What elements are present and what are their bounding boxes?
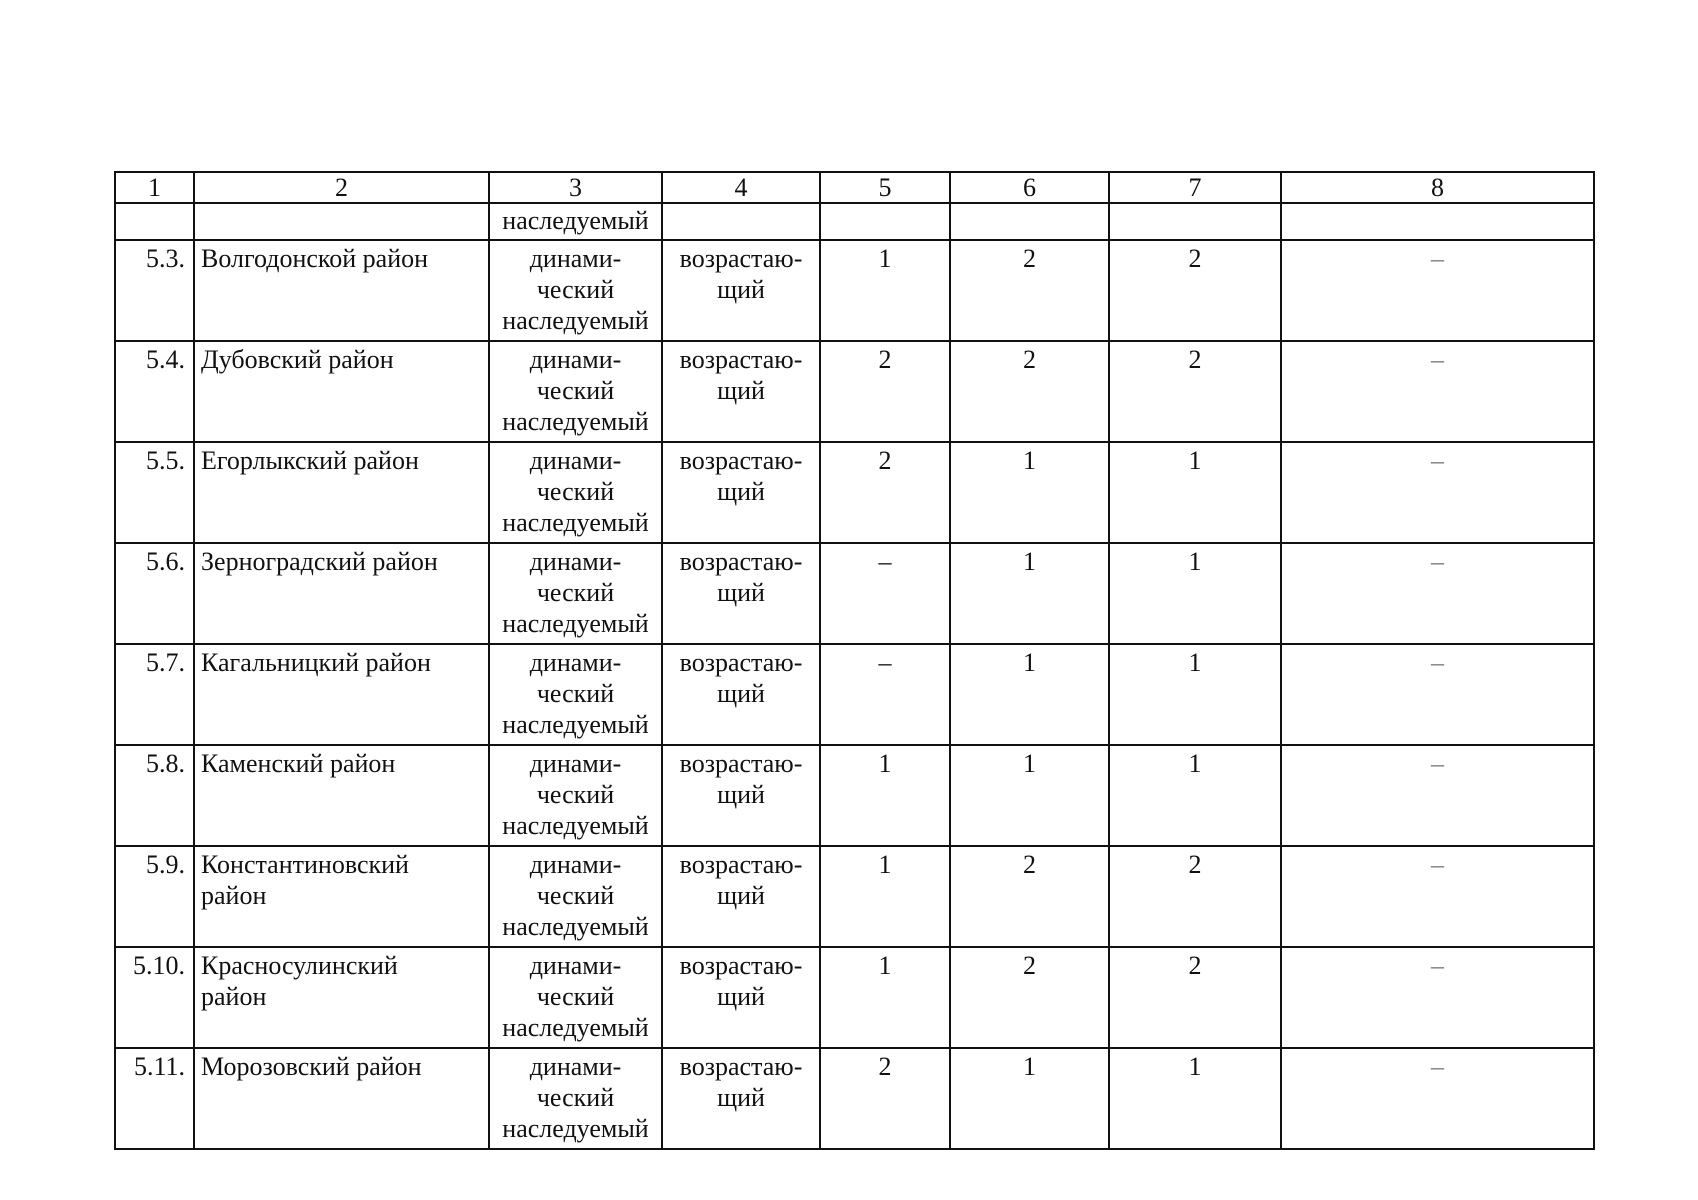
trend-cell <box>662 745 820 846</box>
header-cell-3: 3 <box>489 172 662 203</box>
trend-cell-line: возрастаю- <box>679 446 803 475</box>
type-cell-line: ческий <box>536 780 615 809</box>
type-cell-line: динами- <box>529 648 622 677</box>
header-cell-8: 8 <box>1281 172 1594 203</box>
trend-cell <box>662 341 820 442</box>
type-cell-line: ческий <box>536 1083 615 1112</box>
district-name-line: Кагальницкий район <box>201 648 431 677</box>
type-cell-line: динами- <box>529 244 622 273</box>
district-name <box>194 543 489 644</box>
value-col-5: 2 <box>820 341 950 442</box>
district-name-line: Красносулинский <box>201 951 398 980</box>
type-cell <box>489 240 662 341</box>
row-number: 5.10. <box>115 947 194 1048</box>
value-col-6: 1 <box>950 442 1109 543</box>
cont-cell-6 <box>950 203 1109 240</box>
trend-cell <box>662 644 820 745</box>
cont-cell-1 <box>115 203 194 240</box>
value-col-5: – <box>820 543 950 644</box>
value-col-7: 1 <box>1109 442 1281 543</box>
district-name <box>194 1048 489 1149</box>
table-row <box>115 543 1594 644</box>
district-name <box>194 240 489 341</box>
trend-cell-line: щий <box>717 376 765 405</box>
trend-cell-line: возрастаю- <box>679 1052 803 1081</box>
header-row <box>115 172 1594 203</box>
trend-cell-line: возрастаю- <box>679 547 803 576</box>
row-number: 5.8. <box>115 745 194 846</box>
trend-cell <box>662 1048 820 1149</box>
type-cell-line: динами- <box>529 345 622 374</box>
type-cell-line: ческий <box>536 275 615 304</box>
trend-cell <box>662 240 820 341</box>
trend-cell-line: щий <box>717 881 765 910</box>
value-col-8: – <box>1281 947 1594 1048</box>
value-col-5: – <box>820 644 950 745</box>
value-col-6: 2 <box>950 947 1109 1048</box>
trend-cell-line: щий <box>717 578 765 607</box>
value-col-7: 2 <box>1109 341 1281 442</box>
value-col-5: 1 <box>820 745 950 846</box>
type-cell <box>489 341 662 442</box>
type-cell <box>489 1048 662 1149</box>
cont-cell-7 <box>1109 203 1281 240</box>
district-name-line: Каменский район <box>201 749 396 778</box>
type-cell-line: наследуемый <box>502 609 649 638</box>
value-col-7: 2 <box>1109 947 1281 1048</box>
value-col-6: 1 <box>950 1048 1109 1149</box>
type-cell-line: ческий <box>536 982 615 1011</box>
value-col-8: – <box>1281 846 1594 947</box>
value-col-6: 1 <box>950 644 1109 745</box>
type-cell <box>489 947 662 1048</box>
trend-cell-line: щий <box>717 1083 765 1112</box>
row-number: 5.11. <box>115 1048 194 1149</box>
district-name-line: Константиновский <box>201 850 409 879</box>
value-col-8: – <box>1281 341 1594 442</box>
district-name-line: Морозовский район <box>201 1052 422 1081</box>
header-cell-7: 7 <box>1109 172 1281 203</box>
type-cell-line: наследуемый <box>502 1013 649 1042</box>
value-col-7: 2 <box>1109 240 1281 341</box>
district-name <box>194 745 489 846</box>
trend-cell-line: щий <box>717 982 765 1011</box>
header-cell-1: 1 <box>115 172 194 203</box>
trend-cell-line: щий <box>717 679 765 708</box>
row-number: 5.5. <box>115 442 194 543</box>
type-cell-line: динами- <box>529 749 622 778</box>
value-col-5: 2 <box>820 1048 950 1149</box>
value-col-8: – <box>1281 543 1594 644</box>
value-col-6: 2 <box>950 846 1109 947</box>
value-col-8: – <box>1281 644 1594 745</box>
type-cell-line: наследуемый <box>502 306 649 335</box>
type-cell-line: ческий <box>536 578 615 607</box>
type-cell-line: ческий <box>536 679 615 708</box>
district-name-line: Волгодонской район <box>201 244 429 273</box>
type-cell-line: динами- <box>529 1052 622 1081</box>
value-col-6: 1 <box>950 543 1109 644</box>
table-row <box>115 341 1594 442</box>
trend-cell-line: возрастаю- <box>679 749 803 778</box>
type-cell-line: наследуемый <box>502 912 649 941</box>
value-col-5: 1 <box>820 240 950 341</box>
trend-cell <box>662 543 820 644</box>
type-cell-line: наследуемый <box>502 710 649 739</box>
header-cell-4: 4 <box>662 172 820 203</box>
table-row <box>115 240 1594 341</box>
value-col-8: – <box>1281 745 1594 846</box>
value-col-7: 1 <box>1109 745 1281 846</box>
type-cell-line: наследуемый <box>502 1114 649 1143</box>
type-cell <box>489 846 662 947</box>
trend-cell <box>662 442 820 543</box>
district-name-line: Дубовский район <box>201 345 394 374</box>
district-name-line: район <box>201 982 267 1011</box>
value-col-5: 1 <box>820 846 950 947</box>
value-col-5: 2 <box>820 442 950 543</box>
trend-cell <box>662 846 820 947</box>
type-cell-line: динами- <box>529 850 622 879</box>
row-number: 5.3. <box>115 240 194 341</box>
trend-cell-line: возрастаю- <box>679 345 803 374</box>
value-col-7: 2 <box>1109 846 1281 947</box>
value-col-5: 1 <box>820 947 950 1048</box>
type-cell-line: динами- <box>529 951 622 980</box>
trend-cell-line: возрастаю- <box>679 648 803 677</box>
continuation-row <box>115 203 1594 240</box>
type-cell <box>489 644 662 745</box>
trend-cell-line: возрастаю- <box>679 951 803 980</box>
value-col-7: 1 <box>1109 1048 1281 1149</box>
district-name <box>194 442 489 543</box>
row-number: 5.6. <box>115 543 194 644</box>
table-row <box>115 745 1594 846</box>
cont-cell-2 <box>194 203 489 240</box>
type-cell-line: ческий <box>536 477 615 506</box>
value-col-6: 2 <box>950 240 1109 341</box>
district-name-line: Егорлыкский район <box>201 446 419 475</box>
trend-cell-line: возрастаю- <box>679 244 803 273</box>
district-name <box>194 341 489 442</box>
district-name-line: район <box>201 881 267 910</box>
table-row <box>115 846 1594 947</box>
type-cell-line: ческий <box>536 881 615 910</box>
district-name <box>194 947 489 1048</box>
header-cell-5: 5 <box>820 172 950 203</box>
value-col-8: – <box>1281 1048 1594 1149</box>
type-cell-line: наследуемый <box>502 811 649 840</box>
value-col-6: 2 <box>950 341 1109 442</box>
type-cell-line: динами- <box>529 547 622 576</box>
trend-cell-line: щий <box>717 275 765 304</box>
type-cell <box>489 442 662 543</box>
trend-cell <box>662 947 820 1048</box>
table-row <box>115 947 1594 1048</box>
type-cell <box>489 745 662 846</box>
trend-cell-line: щий <box>717 780 765 809</box>
type-cell-line: наследуемый <box>502 508 649 537</box>
district-name <box>194 846 489 947</box>
table-row <box>115 644 1594 745</box>
table-row <box>115 1048 1594 1149</box>
district-name <box>194 644 489 745</box>
type-cell-line: наследуемый <box>502 407 649 436</box>
value-col-7: 1 <box>1109 644 1281 745</box>
district-name-line: Зерноградский район <box>201 547 438 576</box>
value-col-8: – <box>1281 240 1594 341</box>
value-col-6: 1 <box>950 745 1109 846</box>
table-row <box>115 442 1594 543</box>
cont-cell-5 <box>820 203 950 240</box>
trend-cell-line: возрастаю- <box>679 850 803 879</box>
row-number: 5.7. <box>115 644 194 745</box>
type-cell <box>489 543 662 644</box>
row-number: 5.9. <box>115 846 194 947</box>
value-col-7: 1 <box>1109 543 1281 644</box>
header-cell-2: 2 <box>194 172 489 203</box>
header-cell-6: 6 <box>950 172 1109 203</box>
type-cell-line: динами- <box>529 446 622 475</box>
cont-cell-8 <box>1281 203 1594 240</box>
table-body <box>115 172 1594 1149</box>
value-col-8: – <box>1281 442 1594 543</box>
trend-cell-line: щий <box>717 477 765 506</box>
type-cell-line: ческий <box>536 376 615 405</box>
cont-cell-type: наследуемый <box>489 203 662 240</box>
row-number: 5.4. <box>115 341 194 442</box>
cont-cell-4 <box>662 203 820 240</box>
district-table <box>114 171 1595 1150</box>
